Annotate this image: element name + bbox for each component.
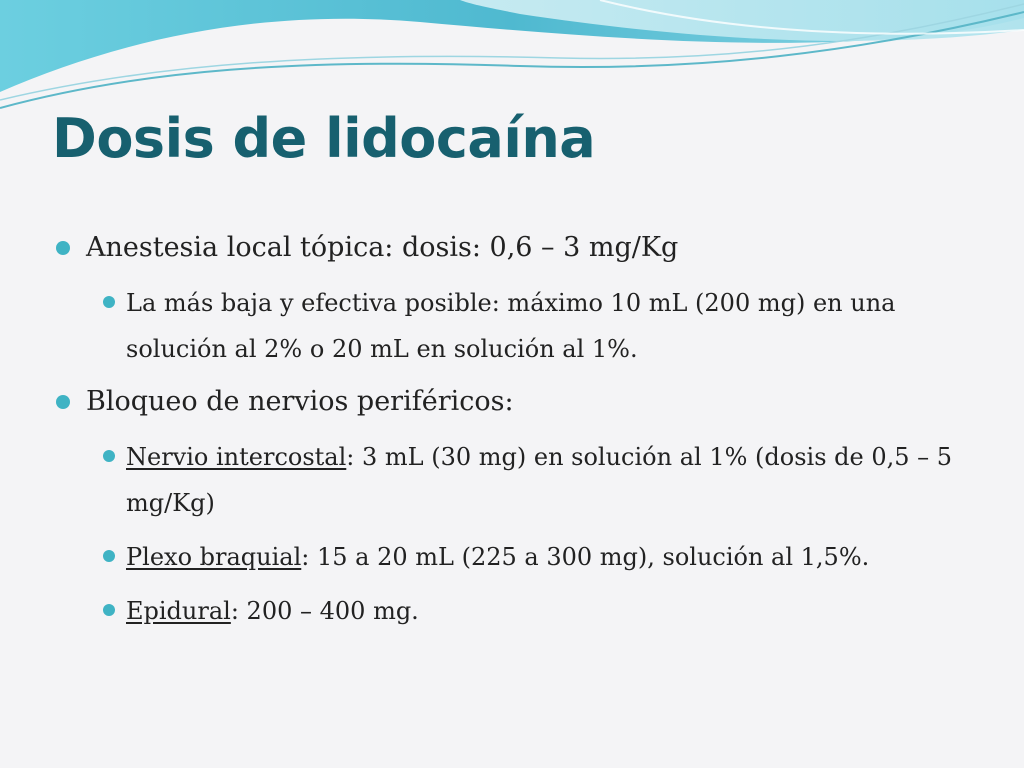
sub-bullet-detail: : 3 mL (30 mg) en solución al 1% (dosis de 0,5 – 5 mg/Kg)	[126, 443, 953, 517]
sub-bullet-text: La más baja y efectiva posible: máximo 10 mL (200 mg) en una solución al 2% o 20 mL en solución al 1%.	[126, 289, 896, 363]
bullet-text: Anestesia local tópica: dosis: 0,6 – 3 mg/Kg	[86, 232, 679, 263]
bullet-bloqueo-nervios	[56, 380, 996, 424]
slide-title: Dosis de lidocaína	[52, 107, 596, 170]
sub-bullet-dosis-maxima	[56, 280, 996, 372]
sub-bullet-term: Epidural	[126, 597, 231, 625]
sub-bullet-epidural	[56, 588, 996, 634]
sub-bullet-term: Nervio intercostal	[126, 443, 347, 471]
sub-bullet-detail: : 200 – 400 mg.	[230, 597, 419, 625]
bullet-icon	[56, 395, 70, 409]
bullet-icon	[56, 241, 70, 255]
sub-bullet-icon	[103, 296, 115, 308]
bullet-text: Bloqueo de nervios periféricos:	[86, 386, 514, 417]
bullet-anestesia-local	[56, 226, 996, 270]
slide-content	[56, 226, 996, 642]
sub-bullet-icon	[103, 604, 115, 616]
sub-bullet-icon	[103, 450, 115, 462]
sub-bullet-icon	[103, 550, 115, 562]
sub-bullet-plexo-braquial	[56, 534, 996, 580]
sub-bullet-nervio-intercostal	[56, 434, 996, 526]
sub-bullet-term: Plexo braquial	[126, 543, 302, 571]
header-wave-decoration	[0, 0, 1024, 120]
sub-bullet-detail: : 15 a 20 mL (225 a 300 mg), solución al 1,5%.	[301, 543, 870, 571]
